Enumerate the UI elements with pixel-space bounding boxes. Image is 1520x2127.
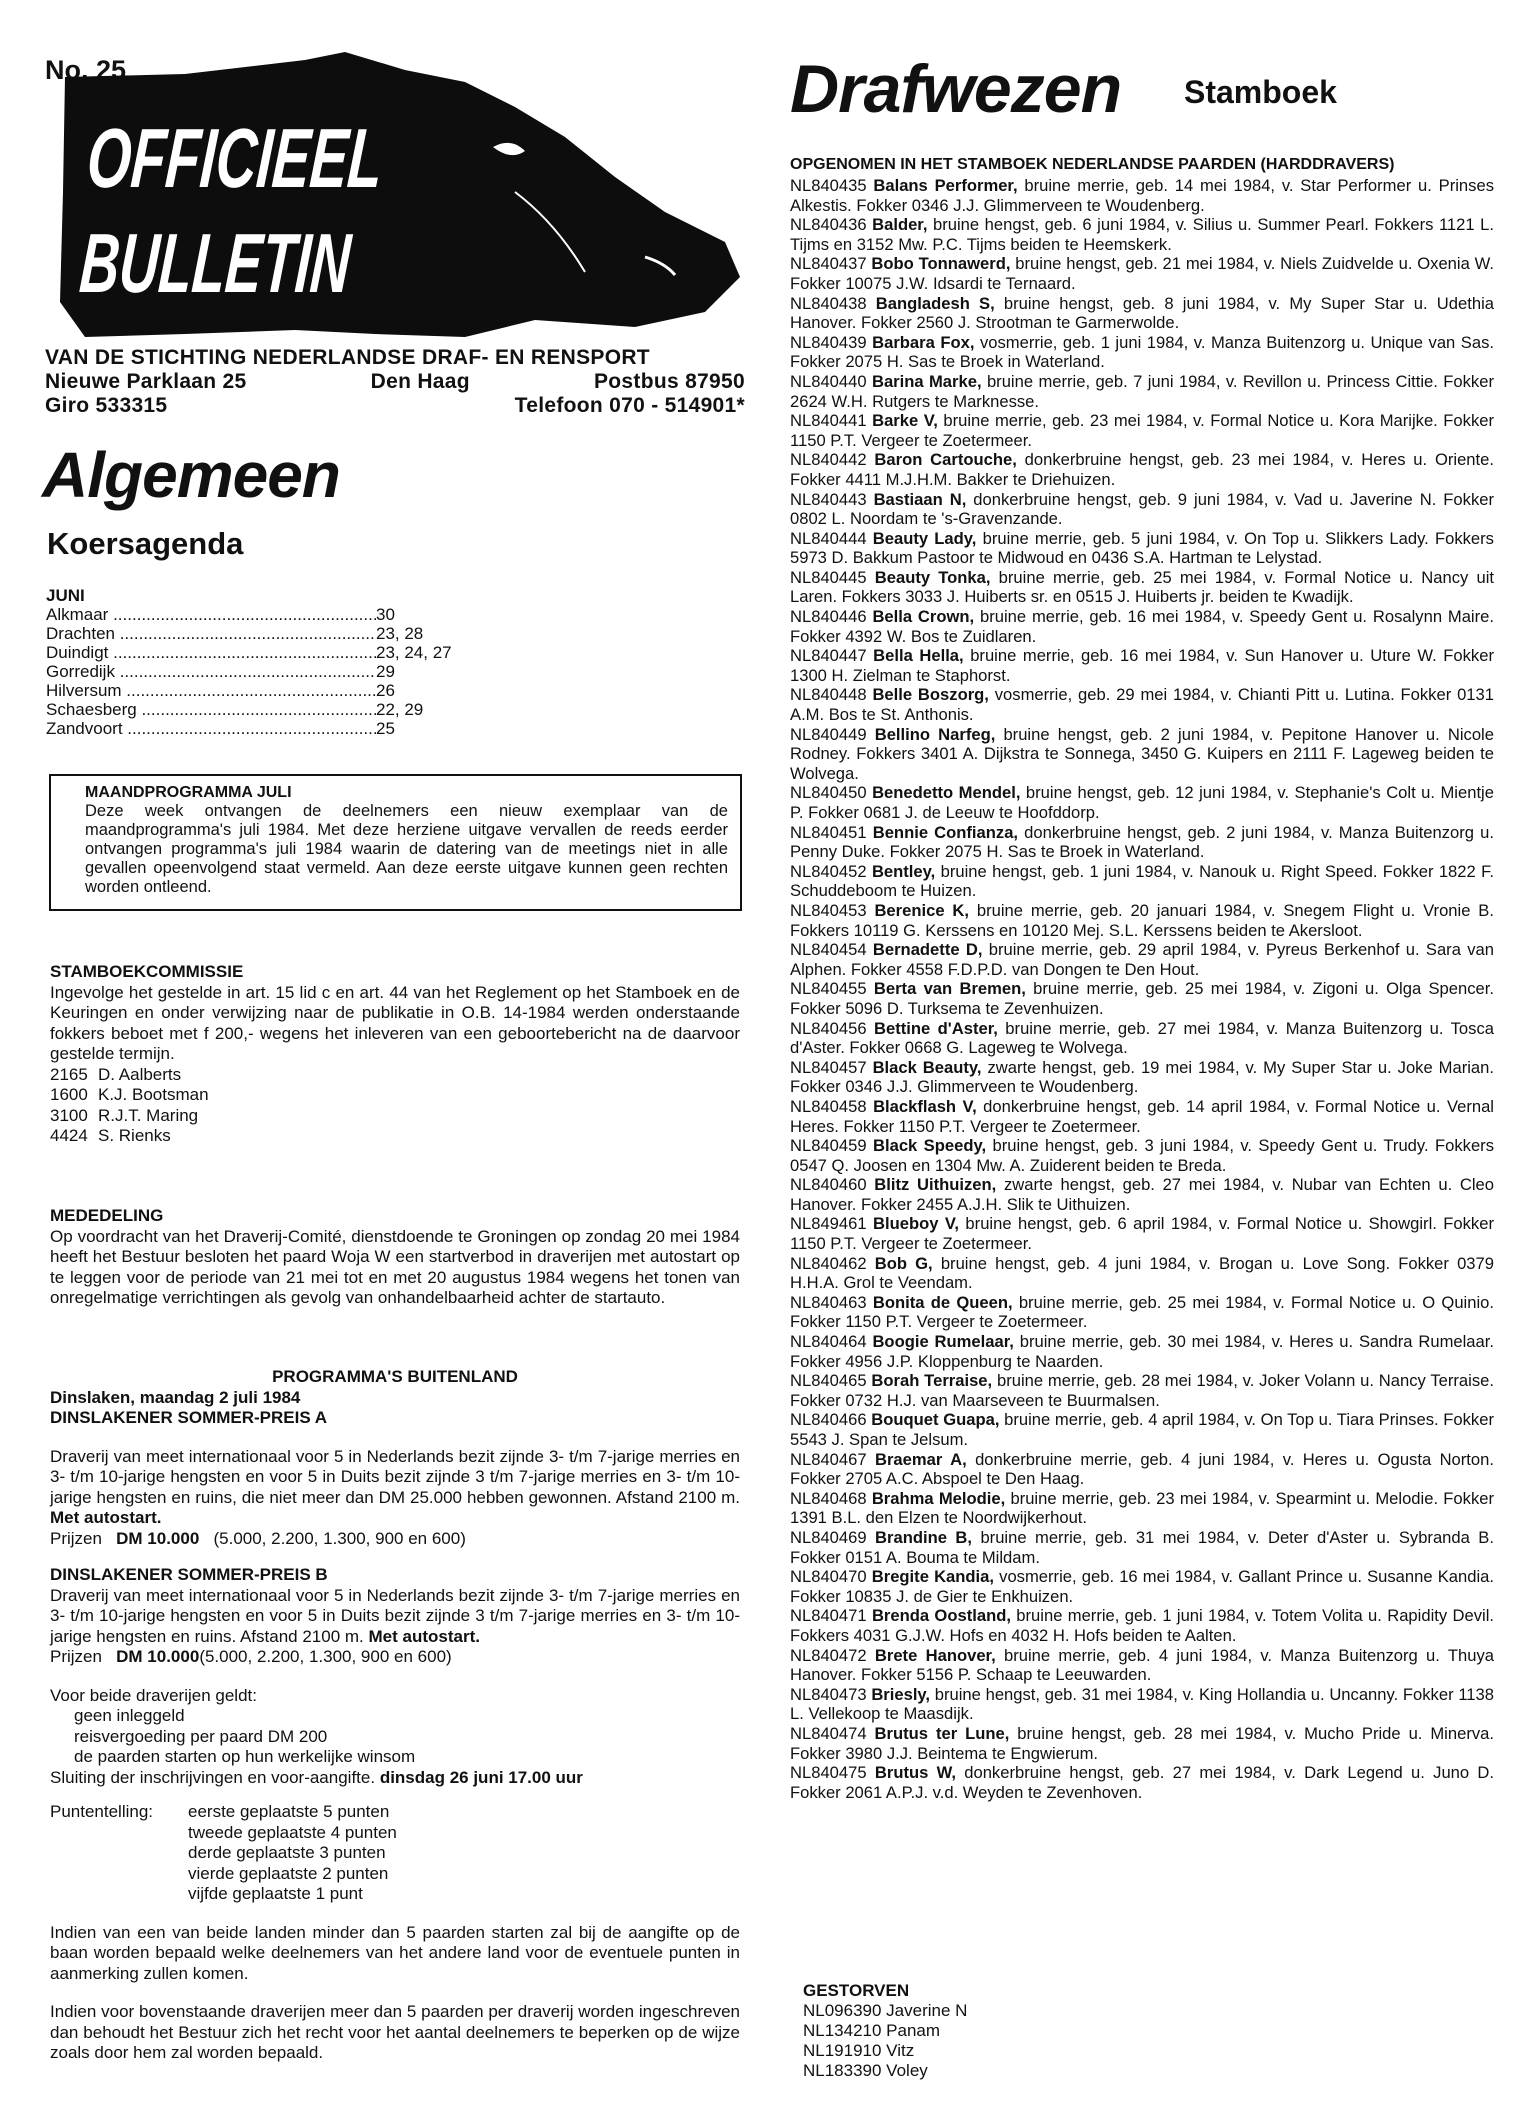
studbook-entry	[790, 1646, 1494, 1685]
horse-name: Black Speedy,	[873, 1136, 987, 1156]
horse-name: Blackflash V,	[873, 1096, 977, 1116]
points-table	[50, 1802, 740, 1905]
studbook-entry	[790, 529, 1494, 568]
entry-details: bruine merrie, geb. 25 mei 1984, v. Formal Notice u. Nancy uit Laren. Fokkers 3033 J. Huiberts sr. en 0515 J. Huiberts jr. beiden te Kwadijk.	[790, 567, 1494, 607]
studbook-entry	[790, 725, 1494, 784]
studbook-entry	[790, 901, 1494, 940]
studbook-entry	[790, 940, 1494, 979]
studbook-entry	[790, 568, 1494, 607]
horse-name: Brandine B,	[875, 1527, 972, 1547]
entry-id: NL840448	[790, 685, 867, 705]
points-rule-1: Indien van een van beide landen minder dan 5 paarden starten zal bij de aangifte op de baan worden bepaald welke deelnemers van het andere land voor de eventuele punten in aanmerking zullen komen.	[50, 1922, 740, 1983]
horse-name: Brutus ter Lune,	[874, 1723, 1010, 1743]
studbook-entry	[790, 783, 1494, 822]
studbook-entry	[790, 1410, 1494, 1449]
entry-id: NL840464	[790, 1332, 867, 1352]
studbook-entry	[790, 294, 1494, 333]
horse-name: Berenice K,	[874, 900, 969, 920]
announcement-title: MEDEDELING	[50, 1206, 164, 1225]
entry-id: NL840449	[790, 724, 867, 744]
entry-id: NL840468	[790, 1488, 867, 1508]
entry-id: NL840445	[790, 567, 867, 587]
horse-name: Brenda Oostland,	[871, 1606, 1011, 1626]
studbook-entry	[790, 1214, 1494, 1253]
horse-name: Berta van Bremen,	[873, 979, 1026, 999]
entry-id: NL840475	[790, 1763, 867, 1783]
entry-id: NL840462	[790, 1253, 867, 1273]
fokker-row: 2165 D. Aalberts	[50, 1064, 182, 1084]
entry-id: NL840446	[790, 607, 867, 627]
deceased-item: NL134210 Panam	[803, 2021, 941, 2040]
entry-id: NL840471	[790, 1606, 867, 1626]
entry-id: NL840439	[790, 332, 867, 352]
agenda-month: JUNI	[46, 586, 85, 605]
horse-name: Beauty Tonka,	[874, 567, 991, 587]
condition-item: reisvergoeding per paard DM 200	[74, 1726, 328, 1746]
entry-details: bruine hengst, geb. 12 juni 1984, v. Stephanie's Colt u. Mientje P. Fokker 0681 J. de Leeuw te Hoofddorp.	[790, 783, 1494, 822]
points-rule-2: Indien voor bovenstaande draverijen meer dan 5 paarden per draverij worden ingeschreven dan behoudt het Bestuur zich het recht voor het aantal deelnemers te beperken op de wijze zoals door hem zal worden bepaald.	[50, 2002, 740, 2062]
entry-id: NL840455	[790, 979, 867, 999]
entry-details: bruine hengst, geb. 2 juni 1984, v. Pepitone Hanover u. Nicole Rodney. Fokkers 3401 A. Dijkstra te Sonnega, 3450 G. Kuipers en 2111 F. Lageweg beiden te Wolvega.	[790, 724, 1494, 783]
entry-details: bruine hengst, geb. 31 mei 1984, v. King Hollandia u. Uncanny. Fokker 1138 L. Vellekoop te Maasdijk.	[790, 1684, 1494, 1724]
agenda-row: Duindigt ..... 23, 24, 27	[46, 643, 466, 662]
horse-name: Bentley,	[871, 861, 936, 881]
org-phone: Telefoon 070 - 514901*	[514, 394, 745, 417]
entry-details: bruine merrie, geb. 23 mei 1984, v. Spearmint u. Melodie. Fokker 1391 B.L. den Elzen te Noordwijkerhout.	[790, 1488, 1494, 1528]
studbook-entry	[790, 372, 1494, 411]
entry-details: bruine merrie, geb. 20 januari 1984, v. Snegem Flight u. Vronie B. Fokkers 10119 G. Kerssens en 10120 Mej. S.L. Kerssens beiden te Akersloot.	[790, 900, 1494, 940]
studbook-entry	[790, 607, 1494, 646]
deceased-item: NL191910 Vitz	[803, 2041, 915, 2060]
studbook-entry	[790, 1606, 1494, 1645]
foreign-programs	[50, 1367, 740, 2064]
announcement-text: Op voordracht van het Draverij-Comité, dienstdoende te Groningen op zondag 20 mei 1984 heeft het Bestuur besloten het paard Woja W een startverbod in draverijen met autostart op te leggen voor de periode van 21 mei tot en met 20 augustus 1984 wegens het tonen van onregelmatige verrichtingen als gevolg van onhandelbaarheid achter de startauto.	[50, 1226, 740, 1307]
horse-name: Bastiaan N,	[873, 489, 967, 509]
studbook-entry	[790, 1136, 1494, 1175]
entry-details: vosmerrie, geb. 1 juni 1984, v. Manza Buitenzorg u. Unique van Sas. Fokker 2075 H. Sas te Broek in Waterland.	[790, 332, 1494, 372]
fokker-row: 3100 R.J.T. Maring	[50, 1105, 199, 1125]
points-label: Puntentelling:	[50, 1802, 154, 1821]
horse-name: Baron Cartouche,	[874, 450, 1017, 470]
studbook-entry	[790, 979, 1494, 1018]
studbook-entry	[790, 490, 1494, 529]
race-agenda	[46, 586, 466, 738]
studbook-entry	[790, 176, 1494, 215]
entry-details: bruine merrie, geb. 31 mei 1984, v. Deter d'Aster u. Sybranda B. Fokker 0151 A. Bouma te Mildam.	[790, 1527, 1494, 1567]
horse-name: Bernadette D,	[872, 940, 983, 960]
entry-details: donkerbruine hengst, geb. 2 juni 1984, v. Manza Buitenzorg u. Penny Duke. Fokker 2075 H. Sas te Broek in Waterland.	[790, 822, 1494, 862]
condition-item: geen inleggeld	[74, 1706, 185, 1725]
entry-details: bruine merrie, geb. 16 mei 1984, v. Speedy Gent u. Rosalynn Maire. Fokker 4392 W. Bos te Zuidlaren.	[790, 607, 1494, 646]
entry-id: NL840453	[790, 900, 867, 920]
section-title: Algemeen	[42, 439, 340, 511]
notice-title: MAANDPROGRAMMA JULI	[85, 784, 292, 801]
entry-id: NL840442	[790, 450, 867, 470]
entry-details: bruine merrie, geb. 4 april 1984, v. On Top u. Tiara Prinses. Fokker 5543 J. Span te Jelsum.	[790, 1410, 1494, 1449]
studbook-entry	[790, 1254, 1494, 1293]
entry-details: bruine merrie, geb. 14 mei 1984, v. Star Performer u. Prinses Alkestis. Fokker 0346 J.J. Glimmerveen te Woudenberg.	[790, 176, 1494, 215]
agenda-row: Drachten ..... 23, 28	[46, 624, 466, 643]
entry-id: NL840470	[790, 1567, 867, 1587]
studbook-entry	[790, 333, 1494, 372]
logo-line-1: OFFICIEEL	[84, 111, 530, 205]
race-a-title: DINSLAKENER SOMMER-PREIS A	[50, 1408, 328, 1427]
studbook-heading: OPGENOMEN IN HET STAMBOEK NEDERLANDSE PAARDEN (HARDDRAVERS)	[790, 156, 1395, 173]
studbook-entries	[790, 156, 1494, 1802]
deceased-list	[803, 1981, 967, 2081]
entry-details: donkerbruine hengst, geb. 14 april 1984, v. Formal Notice u. Vernal Heres. Fokker 1150 P.T. Vergeer te Zoetermeer.	[790, 1096, 1494, 1136]
horse-name: Bonita de Queen,	[872, 1292, 1013, 1312]
org-name: VAN DE STICHTING NEDERLANDSE DRAF- EN RENSPORT	[45, 346, 650, 369]
entry-id: NL840444	[790, 528, 867, 548]
entry-id: NL840438	[790, 293, 867, 313]
entry-id: NL849461	[790, 1214, 867, 1234]
entry-id: NL840469	[790, 1527, 867, 1547]
horse-name: Blueboy V,	[873, 1214, 960, 1234]
entry-id: NL840452	[790, 861, 867, 881]
programs-date: Dinslaken, maandag 2 juli 1984	[50, 1387, 301, 1407]
points-item: tweede geplaatste 4 punten	[188, 1822, 397, 1842]
entry-details: bruine hengst, geb. 8 juni 1984, v. My Super Star u. Udethia Hanover. Fokker 2560 J. Strootman te Garmerwolde.	[790, 293, 1494, 333]
entry-details: donkerbruine hengst, geb. 27 mei 1984, v. Dark Legend u. Juno D. Fokker 2061 A.P.J. v.d. Weyden te Zevenhoven.	[790, 1763, 1494, 1802]
studbook-entry	[790, 450, 1494, 489]
horse-name: Bregite Kandia,	[871, 1567, 995, 1587]
entry-details: zwarte hengst, geb. 19 mei 1984, v. My Super Star u. Joke Marian. Fokker 0346 J.J. Glimmerveen te Woudenberg.	[790, 1057, 1494, 1097]
deceased-item: NL183390 Voley	[803, 2061, 928, 2080]
studbook-entry	[790, 1019, 1494, 1058]
announcement	[50, 1206, 740, 1309]
entry-id: NL840466	[790, 1410, 867, 1430]
entry-id: NL840473	[790, 1684, 867, 1704]
entry-details: donkerbruine merrie, geb. 4 juni 1984, v. Heres u. Ogusta Norton. Fokker 2705 A.C. Abspoel te Den Haag.	[790, 1449, 1494, 1489]
deceased-item: NL096390 Javerine N	[803, 2001, 968, 2020]
stamboek-text: Ingevolge het gestelde in art. 15 lid c en art. 44 van het Reglement op het Stamboek en de Keuringen en onder verwijzing naar de publikatie in O.B. 14-1984 werden onderstaande fokkers beboet met f 200,- wegens het inleveren van een geboortebericht na de daarvoor gestelde termijn.	[50, 982, 740, 1063]
agenda-row: Hilversum ..... 26	[46, 681, 466, 700]
studbook-entry	[790, 215, 1494, 254]
horse-name: Bellino Narfeg,	[874, 724, 996, 744]
horse-name: Barbara Fox,	[872, 332, 975, 352]
studbook-entry	[790, 685, 1494, 724]
entry-id: NL840435	[790, 176, 867, 195]
horse-name: Brete Hanover,	[874, 1645, 996, 1665]
horse-name: Brutus W,	[874, 1763, 956, 1783]
stamboek-commission	[50, 962, 740, 1147]
entry-id: NL840456	[790, 1018, 867, 1038]
horse-name: Briesly,	[871, 1684, 931, 1704]
race-a-prizes: Prijzen DM 10.000 (5.000, 2.200, 1.300, 900 en 600)	[50, 1528, 466, 1548]
org-postbus: Postbus 87950	[594, 370, 745, 393]
entry-id: NL840472	[790, 1645, 867, 1665]
studbook-entry	[790, 1175, 1494, 1214]
entry-details: vosmerrie, geb. 29 mei 1984, v. Chianti Pitt u. Lutina. Fokker 0131 A.M. Bos te St. Anthonis.	[790, 685, 1494, 725]
horse-name: Barina Marke,	[871, 371, 982, 391]
horse-name: Balans Performer,	[873, 176, 1018, 195]
entry-details: zwarte hengst, geb. 27 mei 1984, v. Nubar van Echten u. Cleo Hanover. Fokker 2455 A.J.H. Slik te Uithuizen.	[790, 1175, 1494, 1214]
deceased-title: GESTORVEN	[803, 1981, 910, 2000]
entry-details: bruine hengst, geb. 4 juni 1984, v. Brogan u. Love Song. Fokker 0379 H.H.A. Grol te Veendam.	[790, 1253, 1494, 1293]
entry-details: bruine merrie, geb. 27 mei 1984, v. Manza Buitenzorg u. Tosca d'Aster. Fokker 0668 G. Lageweg te Wolvega.	[790, 1018, 1494, 1058]
entry-id: NL840443	[790, 489, 867, 509]
entry-details: bruine merrie, geb. 23 mei 1984, v. Formal Notice u. Kora Marijke. Fokker 1150 P.T. Vergeer te Zoetermeer.	[790, 411, 1494, 450]
horse-name: Brahma Melodie,	[871, 1488, 1006, 1508]
stamboek-title: STAMBOEKCOMMISSIE	[50, 962, 244, 981]
entry-details: bruine hengst, geb. 28 mei 1984, v. Mucho Pride u. Minerva. Fokker 3980 J.J. Beintema te Engwierum.	[790, 1723, 1494, 1763]
horse-name: Beauty Lady,	[872, 528, 977, 548]
horse-name: Braemar A,	[874, 1449, 967, 1469]
entry-details: vosmerrie, geb. 16 mei 1984, v. Gallant Prince u. Susanne Kandia. Fokker 10835 J. de Gier te Enkhuizen.	[790, 1567, 1495, 1606]
closing-line: Sluiting der inschrijvingen en voor-aangifte. dinsdag 26 juni 17.00 uur	[50, 1767, 583, 1787]
entry-id: NL840457	[790, 1057, 867, 1077]
horse-name: Benedetto Mendel,	[872, 783, 1021, 803]
studbook-entry	[790, 254, 1494, 293]
entry-details: bruine hengst, geb. 3 juni 1984, v. Speedy Gent u. Trudy. Fokkers 0547 Q. Joosen en 1304 Mw. A. Zuiderent beiden te Breda.	[790, 1136, 1494, 1175]
entry-id: NL840474	[790, 1723, 867, 1743]
right-section-title: Drafwezen	[790, 51, 1122, 127]
studbook-entry	[790, 862, 1494, 901]
conditions-intro: Voor beide draverijen geldt:	[50, 1685, 257, 1705]
bulletin-masthead-logo	[45, 52, 740, 342]
entry-id: NL840447	[790, 646, 867, 666]
entry-details: bruine hengst, geb. 1 juni 1984, v. Nanouk u. Right Speed. Fokker 1822 F. Schuddeboom te Huizen.	[790, 861, 1494, 901]
entry-id: NL840458	[790, 1096, 867, 1116]
monthly-program-notice	[49, 774, 742, 911]
org-city: Den Haag	[370, 370, 470, 393]
horse-name: Bella Crown,	[872, 607, 975, 627]
studbook-entry	[790, 1332, 1494, 1371]
horse-name: Bella Hella,	[873, 646, 964, 666]
entry-list	[790, 176, 1494, 1802]
entry-id: NL840467	[790, 1449, 867, 1469]
agenda-row: Schaesberg ..... 22, 29	[46, 700, 466, 719]
horse-name: Bouquet Guapa,	[871, 1410, 1000, 1430]
section-subtitle: Koersagenda	[47, 526, 244, 561]
race-b-prizes: Prijzen DM 10.000(5.000, 2.200, 1.300, 900 en 600)	[50, 1647, 452, 1666]
entry-details: bruine merrie, geb. 25 mei 1984, v. Zigoni u. Olga Spencer. Fokker 5096 D. Turksema te Zevenhuizen.	[790, 979, 1494, 1018]
horse-name: Bennie Confianza,	[872, 822, 1019, 842]
studbook-entry	[790, 411, 1494, 450]
condition-item: de paarden starten op hun werkelijke winsom	[74, 1747, 416, 1766]
entry-details: donkerbruine hengst, geb. 9 juni 1984, v. Vad u. Javerine N. Fokker 0802 L. Noordam te 's-Gravenzande.	[790, 489, 1495, 529]
organisation-block	[45, 346, 745, 418]
entry-details: bruine merrie, geb. 30 mei 1984, v. Heres u. Sandra Rumelaar. Fokker 4956 J.P. Kloppenburg te Naarden.	[790, 1332, 1494, 1371]
horse-name: Barke V,	[872, 411, 938, 431]
fokker-row: 4424 S. Rienks	[50, 1126, 171, 1145]
horse-name: Bobo Tonnawerd,	[871, 254, 1011, 274]
entry-details: bruine merrie, geb. 7 juni 1984, v. Revillon u. Princess Cittie. Fokker 2624 W.H. Rutgers te Marknesse.	[790, 371, 1494, 411]
entry-details: bruine hengst, geb. 6 april 1984, v. Formal Notice u. Showgirl. Fokker 1150 P.T. Vergeer te Zoetermeer.	[790, 1214, 1494, 1254]
entry-id: NL840437	[790, 254, 867, 274]
studbook-entry	[790, 1763, 1494, 1802]
horse-name: Bettine d'Aster,	[874, 1018, 998, 1038]
points-item: eerste geplaatste 5 punten	[188, 1802, 390, 1821]
horse-name: Blitz Uithuizen,	[874, 1175, 997, 1195]
agenda-row: Gorredijk ..... 29	[46, 662, 466, 681]
studbook-entry	[790, 1450, 1494, 1489]
studbook-entry	[790, 1293, 1494, 1332]
horse-name: Belle Boszorg,	[872, 685, 989, 705]
entry-details: bruine hengst, geb. 21 mei 1984, v. Niels Zuidvelde u. Oxenia W. Fokker 10075 J.W. Idsardi te Ternaard.	[790, 254, 1494, 293]
notice-text: Deze week ontvangen de deelnemers een nieuw exemplaar van de maandprogramma's juli 1984. Met deze herziene uitgave vervallen de reeds eerder ontvangen programma's juli 1984 waarin de datering van de meetings niet in alle gevallen opeenvolgend staat vermeld. Aan deze eerste uitgave kunnen geen rechten worden ontleend.	[85, 802, 728, 896]
entry-details: bruine merrie, geb. 28 mei 1984, v. Joker Volann u. Nancy Terraise. Fokker 0732 H.J. van Maarseveen te Buurmalsen.	[790, 1371, 1494, 1410]
entry-details: donkerbruine hengst, geb. 23 mei 1984, v. Heres u. Oriente. Fokker 4411 M.J.H.M. Bakker te Driehuizen.	[790, 450, 1494, 489]
studbook-entry	[790, 1097, 1494, 1136]
entry-id: NL840450	[790, 783, 867, 803]
horse-name: Boogie Rumelaar,	[872, 1332, 1014, 1352]
entry-id: NL840436	[790, 215, 867, 235]
entry-id: NL840440	[790, 371, 867, 391]
entry-id: NL840465	[790, 1371, 867, 1391]
studbook-entry	[790, 1371, 1494, 1410]
logo-line-2: BULLETIN	[76, 216, 499, 310]
horse-name: Black Beauty,	[872, 1057, 982, 1077]
entry-id: NL840451	[790, 822, 867, 842]
entry-details: bruine merrie, geb. 4 juni 1984, v. Manza Buitenzorg u. Thuya Hanover. Fokker 5156 P. Schaap te Leeuwarden.	[790, 1645, 1494, 1685]
studbook-entry	[790, 1528, 1494, 1567]
org-giro: Giro 533315	[45, 394, 168, 417]
points-item: vijfde geplaatste 1 punt	[188, 1884, 363, 1903]
studbook-entry	[790, 1724, 1494, 1763]
horse-name: Bangladesh S,	[875, 293, 995, 313]
studbook-entry	[790, 1058, 1494, 1097]
entry-id: NL840460	[790, 1175, 867, 1195]
entry-details: bruine hengst, geb. 6 juni 1984, v. Silius u. Summer Pearl. Fokkers 1121 L. Tijms en 3152 Mw. P.C. Tijms beiden te Heemskerk.	[790, 215, 1494, 254]
entry-id: NL840454	[790, 940, 867, 960]
race-b-text: Draverij van meet internationaal voor 5 in Nederlands bezit zijnde 3- t/m 7-jarige merries en 3- t/m 10-jarige hengsten en voor 5 in Duits bezit zijnde 3 t/m 7-jarige merries en 3- t/m 10-jarige hengsten en ruins. Afstand 2100 m. Met autostart.	[50, 1585, 740, 1646]
entry-details: bruine merrie, geb. 5 juni 1984, v. On Top u. Slikkers Lady. Fokkers 5973 D. Bakkum Pastoor te Midwoud en 0436 S.A. Hartman te Lelystad.	[790, 528, 1494, 568]
horse-name: Bob G,	[874, 1253, 933, 1273]
studbook-entry	[790, 1567, 1494, 1606]
horse-name: Balder,	[872, 215, 928, 235]
race-a-text: Draverij van meet internationaal voor 5 in Nederlands bezit zijnde 3- t/m 7-jarige merries en 3- t/m 10-jarige hengsten en voor 5 in Duits bezit zijnde 3 t/m 7-jarige merries en 3- t/m 10-jarige hengsten en ruins, die niet meer dan DM 25.000 hebben gewonnen. Afstand 2100 m. Met autostart.	[50, 1446, 740, 1527]
org-address: Nieuwe Parklaan 25	[45, 370, 247, 393]
horse-name: Borah Terraise,	[871, 1371, 993, 1391]
entry-details: bruine merrie, geb. 29 april 1984, v. Pyreus Berkenhof u. Sara van Alphen. Fokker 4558 F.D.P.D. van Dongen te Den Hout.	[790, 940, 1494, 979]
entry-id: NL840459	[790, 1136, 867, 1156]
entry-id: NL840441	[790, 411, 867, 431]
points-item: derde geplaatste 3 punten	[188, 1843, 386, 1862]
studbook-entry	[790, 1489, 1494, 1528]
entry-id: NL840463	[790, 1292, 867, 1312]
studbook-entry	[790, 823, 1494, 862]
right-section-subtitle: Stamboek	[1184, 74, 1337, 110]
race-b-title: DINSLAKENER SOMMER-PREIS B	[50, 1565, 328, 1584]
entry-details: bruine merrie, geb. 16 mei 1984, v. Sun Hanover u. Uture W. Fokker 1300 H. Zielman te Staphorst.	[790, 646, 1494, 685]
points-item: vierde geplaatste 2 punten	[188, 1863, 389, 1883]
fokker-row: 1600 K.J. Bootsman	[50, 1085, 209, 1104]
entry-details: bruine merrie, geb. 1 juni 1984, v. Totem Volita u. Rapidity Devil. Fokkers 4031 G.J.W. Hofs en 4032 H. Hofs beiden te Aalten.	[790, 1606, 1494, 1645]
agenda-row: Alkmaar ..... 30	[46, 605, 466, 624]
studbook-entry	[790, 646, 1494, 685]
programs-title: PROGRAMMA'S BUITENLAND	[272, 1367, 518, 1386]
studbook-entry	[790, 1685, 1494, 1724]
issue-number: No. 25	[45, 55, 127, 85]
entry-details: bruine merrie, geb. 25 mei 1984, v. Formal Notice u. O Quinio. Fokker 1150 P.T. Vergeer te Zoetermeer.	[790, 1292, 1494, 1332]
agenda-row: Zandvoort ..... 25	[46, 719, 466, 738]
